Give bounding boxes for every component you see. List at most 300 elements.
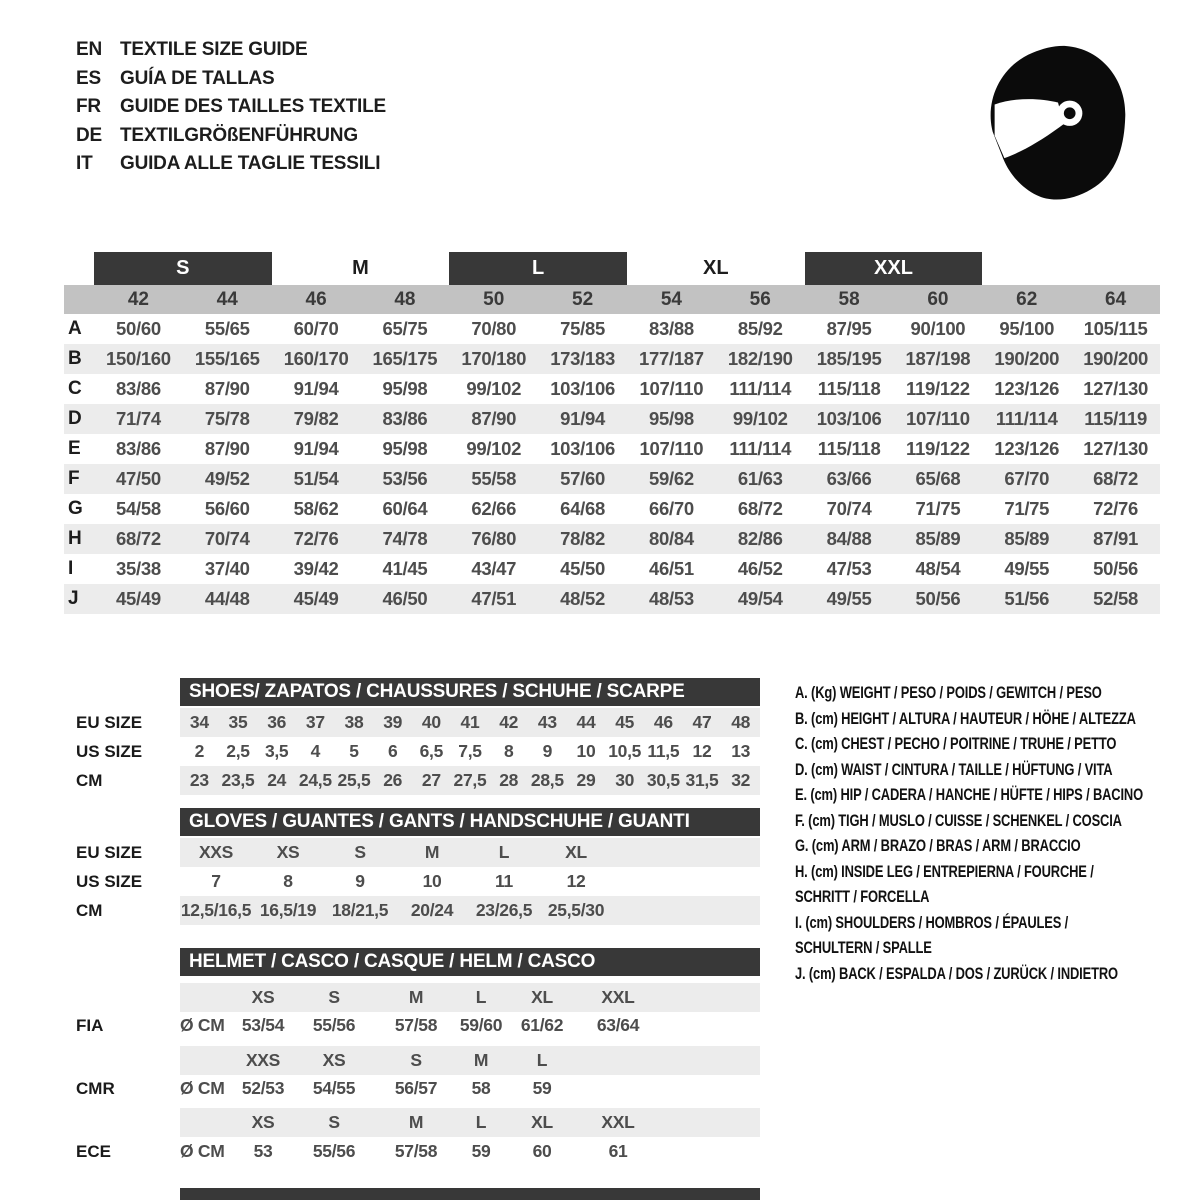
size-number: 60 [927,288,949,310]
value-cell: 30 [615,770,635,790]
value-cell: 12 [566,871,586,891]
value-cell: 8 [503,741,514,761]
value-cell: 20/24 [410,900,454,920]
helmet-section-header [180,948,760,976]
value-cell: 39 [383,712,403,732]
value-cell: 29 [576,770,596,790]
language-code: IT [76,153,93,175]
value-cell: 2 [194,741,205,761]
measure-row-label: H [68,528,82,549]
value-cell: 57/58 [394,1015,438,1035]
measure-value: 91/94 [560,408,605,429]
size-number: 48 [394,288,416,310]
measure-value: 83/88 [649,318,694,339]
value-cell: M [408,987,424,1007]
value-cell: 55/56 [312,1141,356,1161]
value-cell: 34 [189,712,209,732]
measure-value: 185/195 [816,348,882,369]
language-title: TEXTILE SIZE GUIDE [120,39,308,61]
measure-value: 67/70 [1004,468,1050,489]
value-cell: XS [251,987,275,1007]
language-code: FR [76,96,101,118]
legend-line: C. (cm) CHEST / PECHO / POITRINE / TRUHE / PETTO [795,734,1117,753]
measure-value: 87/95 [826,318,872,339]
measure-value: 150/160 [106,348,171,369]
measure-value: 72/76 [1093,498,1138,519]
size-number: 42 [127,288,149,310]
legend-line: F. (cm) TIGH / MUSLO / CUISSE / SCHENKEL / COSCIA [795,810,1122,830]
measure-value: 59/62 [649,468,694,489]
measure-value: 82/86 [737,528,783,549]
measure-value: 57/60 [560,468,605,489]
measure-value: 48/52 [560,588,605,609]
value-cell: 28,5 [530,770,564,790]
measure-row-g [64,494,1160,524]
measure-row-a [64,314,1160,344]
shoes-cm-row [180,766,760,795]
measure-value: 103/106 [550,378,615,399]
value-cell: M [424,842,440,862]
measure-value: 68/72 [116,528,161,549]
measure-value: 68/72 [737,498,783,519]
value-cell: 30,5 [646,770,680,790]
unit-cell: Ø CM [180,1015,225,1035]
measure-value: 187/198 [905,348,971,369]
legend-item [795,808,1143,834]
value-cell: 24,5 [298,770,332,790]
measure-value: 41/45 [382,558,428,579]
measure-value: 155/165 [194,348,260,369]
measure-row-b [64,344,1160,374]
value-cell: S [354,842,366,862]
measure-value: 80/84 [649,528,694,549]
shoes-eu-size-row [180,708,760,737]
language-code: ES [76,67,101,89]
value-cell: 4 [310,741,321,761]
value-cell: 53/54 [241,1015,285,1035]
measure-value: 44/48 [204,588,250,609]
language-code: DE [76,124,102,146]
measure-value: 47/51 [471,588,517,609]
measure-value: 85/89 [1004,528,1050,549]
measure-value: 54/58 [116,498,161,519]
measure-value: 76/80 [471,528,517,549]
value-cell: 7,5 [458,741,482,761]
legend-line: B. (cm) HEIGHT / ALTURA / HAUTEUR / HÖHE / ALTEZZA [795,708,1136,728]
measure-value: 83/86 [116,438,161,459]
measure-row-label: C [68,378,82,399]
measure-row-c [64,374,1160,404]
shoes-us-size-row [180,737,760,766]
language-title: GUIDE DES TAILLES TEXTILE [120,96,386,118]
size-group-row [64,252,1160,285]
measure-value: 72/76 [293,528,339,549]
size-number: 56 [749,288,771,310]
bottom-partial-header-bar [180,1188,760,1200]
measurement-legend [795,680,1143,986]
measure-value: 119/122 [906,438,970,459]
measure-row-label: I [68,558,74,579]
measure-row-d [64,404,1160,434]
size-number: 44 [216,288,238,310]
measure-value: 105/115 [1083,318,1148,339]
value-cell: 37 [305,712,325,732]
shoes-eu-size-label: EU SIZE [76,713,143,732]
helmet-cmr-label: CMR [76,1079,115,1098]
measure-row-j [64,584,1160,614]
value-cell: 25,5/30 [547,900,605,920]
legend-item [795,961,1143,987]
measure-value: 115/118 [817,438,881,459]
measure-value: 49/52 [204,468,250,489]
measure-value: 107/110 [639,438,704,459]
value-cell: 23/26,5 [475,900,533,920]
measure-value: 75/85 [560,318,605,339]
value-cell: 45 [615,712,635,732]
gloves-cm-label: CM [76,901,103,920]
legend-item [795,910,1143,961]
measure-value: 50/60 [116,318,161,339]
value-cell: 44 [576,712,596,732]
legend-line: H. (cm) INSIDE LEG / ENTREPIERNA / FOURCHE / [795,861,1094,881]
value-cell: 46 [653,712,673,732]
helmet-fia-label: FIA [76,1016,104,1035]
value-cell: 13 [731,741,751,761]
legend-item [795,833,1143,859]
size-number: 50 [483,288,505,310]
size-number: 46 [305,288,327,310]
language-row [76,36,386,65]
value-cell: 52/53 [241,1078,285,1098]
measure-value: 70/80 [471,318,517,339]
value-cell: 10 [422,871,442,891]
measure-value: 103/106 [816,408,882,429]
value-cell: 6 [387,741,398,761]
measure-value: 60/64 [382,498,428,519]
measure-value: 190/200 [1083,348,1148,369]
gloves-us-size-row [180,867,760,896]
value-cell: 9 [542,741,553,761]
value-cell: 63/64 [596,1015,640,1035]
measure-value: 85/92 [737,318,783,339]
size-group-s: S [94,252,272,285]
gloves-us-size-label: US SIZE [76,872,143,891]
size-number: 64 [1105,288,1127,310]
value-cell: 27,5 [453,770,487,790]
measure-value: 115/118 [817,378,881,399]
value-cell: 59 [532,1078,552,1098]
measure-row-h [64,524,1160,554]
value-cell: 61/62 [520,1015,564,1035]
language-row [76,150,386,179]
value-cell: 23 [189,770,209,790]
measure-value: 127/130 [1083,438,1148,459]
measure-value: 74/78 [382,528,428,549]
value-cell: 8 [283,871,293,891]
measure-row-e [64,434,1160,464]
measure-value: 79/82 [293,408,339,429]
language-row [76,122,386,151]
value-cell: M [408,1112,424,1132]
measure-value: 91/94 [293,378,339,399]
value-cell: 25,5 [337,770,371,790]
measure-value: 78/82 [560,528,605,549]
helmet-ece-sizes-row [180,1108,760,1137]
measure-value: 64/68 [560,498,605,519]
helmet-ece-label: ECE [76,1142,111,1161]
value-cell: 18/21,5 [331,900,389,920]
measure-value: 61/63 [737,468,783,489]
helmet-fia-sizes-row [180,983,760,1012]
measure-value: 87/90 [471,408,517,429]
value-cell: 11 [495,871,513,891]
measure-value: 48/54 [915,558,961,579]
measure-value: 177/187 [639,348,704,369]
language-row [76,65,386,94]
main-table-body [64,314,1160,614]
helmet-ece-values-row [180,1137,760,1166]
measure-value: 83/86 [382,408,428,429]
measure-value: 111/114 [729,378,792,399]
measure-value: 165/175 [372,348,438,369]
measure-value: 52/58 [1093,588,1138,609]
value-cell: 48 [731,712,751,732]
measure-value: 127/130 [1083,378,1148,399]
value-cell: 61 [608,1141,628,1161]
value-cell: 12,5/16,5 [180,900,252,920]
measure-value: 99/102 [732,408,788,429]
measure-value: 87/90 [204,378,250,399]
measure-value: 95/98 [382,378,428,399]
size-number: 62 [1016,288,1038,310]
value-cell: XXS [198,842,234,862]
value-cell: L [536,1050,548,1070]
value-cell: 53 [253,1141,273,1161]
measure-value: 45/50 [560,558,605,579]
value-cell: 11,5 [647,741,680,761]
gloves-section-header [180,808,760,836]
measure-value: 47/53 [826,558,872,579]
measure-value: 111/114 [729,438,792,459]
value-cell: 36 [267,712,287,732]
legend-line: SCHULTERN / SPALLE [795,938,932,957]
value-cell: 26 [383,770,403,790]
measure-value: 45/49 [293,588,339,609]
measure-value: 103/106 [550,438,615,459]
measure-value: 84/88 [826,528,872,549]
value-cell: 23,5 [221,770,255,790]
measure-row-i [64,554,1160,584]
measure-value: 70/74 [826,498,872,519]
language-list [76,36,386,179]
value-cell: 9 [355,871,365,891]
size-group-xl: XL [703,257,729,279]
measure-value: 107/110 [639,378,704,399]
measure-value: 99/102 [466,378,522,399]
language-row [76,93,386,122]
value-cell: XS [276,842,300,862]
measure-value: 49/55 [1004,558,1050,579]
shoes-us-size-label: US SIZE [76,742,143,761]
language-title: GUIDA ALLE TAGLIE TESSILI [120,153,381,175]
helmet-fia-values-row [180,1011,760,1040]
legend-item [795,680,1143,706]
measure-value: 83/86 [116,378,161,399]
size-group-l: L [449,252,627,285]
value-cell: 35 [228,712,248,732]
helmet-section-title: HELMET / CASCO / CASQUE / HELM / CASCO [189,951,596,972]
measure-value: 39/42 [293,558,339,579]
value-cell: XL [531,1112,553,1132]
measure-value: 49/55 [826,588,872,609]
measure-value: 43/47 [471,558,517,579]
measure-value: 68/72 [1093,468,1138,489]
gloves-section-title: GLOVES / GUANTES / GANTS / HANDSCHUHE / GUANTI [189,811,690,832]
measure-value: 75/78 [204,408,250,429]
value-cell: 56/57 [394,1078,438,1098]
value-cell: L [475,1112,487,1132]
legend-line: SCHRITT / FORCELLA [795,887,930,906]
legend-item [795,706,1143,732]
value-cell: 43 [537,712,557,732]
value-cell: 38 [344,712,364,732]
measure-value: 95/98 [382,438,428,459]
value-cell: S [328,1112,340,1132]
measure-value: 51/54 [293,468,339,489]
legend-line: A. (Kg) WEIGHT / PESO / POIDS / GEWITCH / PESO [795,683,1102,702]
gloves-cm-row [180,896,760,925]
value-cell: XXS [245,1050,281,1070]
measure-value: 55/58 [471,468,517,489]
value-cell: 47 [692,712,712,732]
size-number-row [64,285,1160,314]
legend-item [795,859,1143,910]
measure-value: 47/50 [116,468,161,489]
value-cell: 59 [471,1141,491,1161]
value-cell: XL [565,842,587,862]
measure-value: 95/100 [999,318,1055,339]
measure-value: 182/190 [727,348,793,369]
measure-value: 71/74 [116,408,161,429]
value-cell: S [328,987,340,1007]
measure-value: 123/126 [994,438,1060,459]
value-cell: L [475,987,487,1007]
measure-value: 66/70 [649,498,694,519]
measure-value: 60/70 [293,318,339,339]
measure-value: 56/60 [204,498,250,519]
measure-value: 65/75 [382,318,428,339]
apparel-size-table [64,252,1160,614]
shoes-cm-label: CM [76,771,103,790]
measure-row-label: F [68,468,80,489]
legend-line: J. (cm) BACK / ESPALDA / DOS / ZURÜCK / INDIETRO [795,963,1118,983]
value-cell: 3,5 [264,741,289,761]
value-cell: 32 [731,770,751,790]
measure-value: 119/122 [906,378,970,399]
measure-value: 91/94 [293,438,339,459]
value-cell: L [498,842,510,862]
value-cell: 7 [211,871,221,891]
language-title: TEXTILGRÖßENFÜHRUNG [120,124,358,146]
measure-value: 45/49 [116,588,161,609]
value-cell: 59/60 [459,1015,503,1035]
measure-value: 71/75 [1004,498,1050,519]
language-title: GUÍA DE TALLAS [120,67,275,89]
value-cell: XL [531,987,553,1007]
legend-line: D. (cm) WAIST / CINTURA / TAILLE / HÜFTUNG / VITA [795,759,1113,779]
size-number: 52 [572,288,594,310]
measure-row-label: J [68,588,79,609]
value-cell: 28 [499,770,519,790]
measure-value: 62/66 [471,498,517,519]
value-cell: 42 [499,712,519,732]
measure-value: 115/119 [1084,408,1147,429]
measure-value: 173/183 [550,348,615,369]
measure-value: 71/75 [915,498,961,519]
measure-value: 90/100 [910,318,966,339]
size-group-xxl: XXL [805,252,983,285]
legend-line: G. (cm) ARM / BRAZO / BRAS / ARM / BRACCIO [795,836,1081,855]
measure-row-label: D [68,408,82,429]
value-cell: 6,5 [419,741,444,761]
value-cell: 41 [460,712,480,732]
measure-value: 87/90 [204,438,250,459]
size-group-m: M [352,257,369,279]
helmet-cmr-values-row [180,1074,760,1103]
measure-value: 170/180 [461,348,527,369]
measure-value: 51/56 [1004,588,1050,609]
value-cell: 2,5 [226,741,250,761]
shoes-section-header [180,678,760,706]
language-code: EN [76,39,102,61]
measure-value: 49/54 [737,588,783,609]
legend-line: E. (cm) HIP / CADERA / HANCHE / HÜFTE / HIPS / BACINO [795,785,1143,804]
measure-value: 123/126 [994,378,1060,399]
measure-value: 48/53 [649,588,694,609]
measure-value: 111/114 [995,408,1058,429]
shoes-section-title: SHOES/ ZAPATOS / CHAUSSURES / SCHUHE / SCARPE [189,681,685,702]
measure-value: 50/56 [915,588,961,609]
measure-value: 55/65 [204,318,250,339]
legend-item [795,757,1143,783]
measure-value: 160/170 [283,348,349,369]
measure-value: 50/56 [1093,558,1138,579]
gloves-eu-size-row [180,838,760,867]
measure-value: 87/91 [1093,528,1138,549]
unit-cell: Ø CM [180,1141,225,1161]
measure-row-label: A [68,318,82,339]
value-cell: XS [322,1050,346,1070]
measure-value: 35/38 [116,558,161,579]
value-cell: 10 [576,741,596,761]
size-number: 58 [838,288,860,310]
measure-value: 46/52 [737,558,783,579]
value-cell: M [473,1050,489,1070]
measure-value: 95/98 [649,408,694,429]
value-cell: 24 [267,770,287,790]
gloves-eu-size-label: EU SIZE [76,843,143,862]
value-cell: 16,5/19 [259,900,317,920]
value-cell: 57/58 [394,1141,438,1161]
measure-value: 85/89 [915,528,961,549]
unit-cell: Ø CM [180,1078,225,1098]
measure-value: 99/102 [466,438,522,459]
measure-row-label: B [68,348,82,369]
value-cell: 40 [421,712,441,732]
measure-row-label: G [68,498,83,519]
measure-value: 70/74 [204,528,250,549]
value-cell: 27 [421,770,441,790]
